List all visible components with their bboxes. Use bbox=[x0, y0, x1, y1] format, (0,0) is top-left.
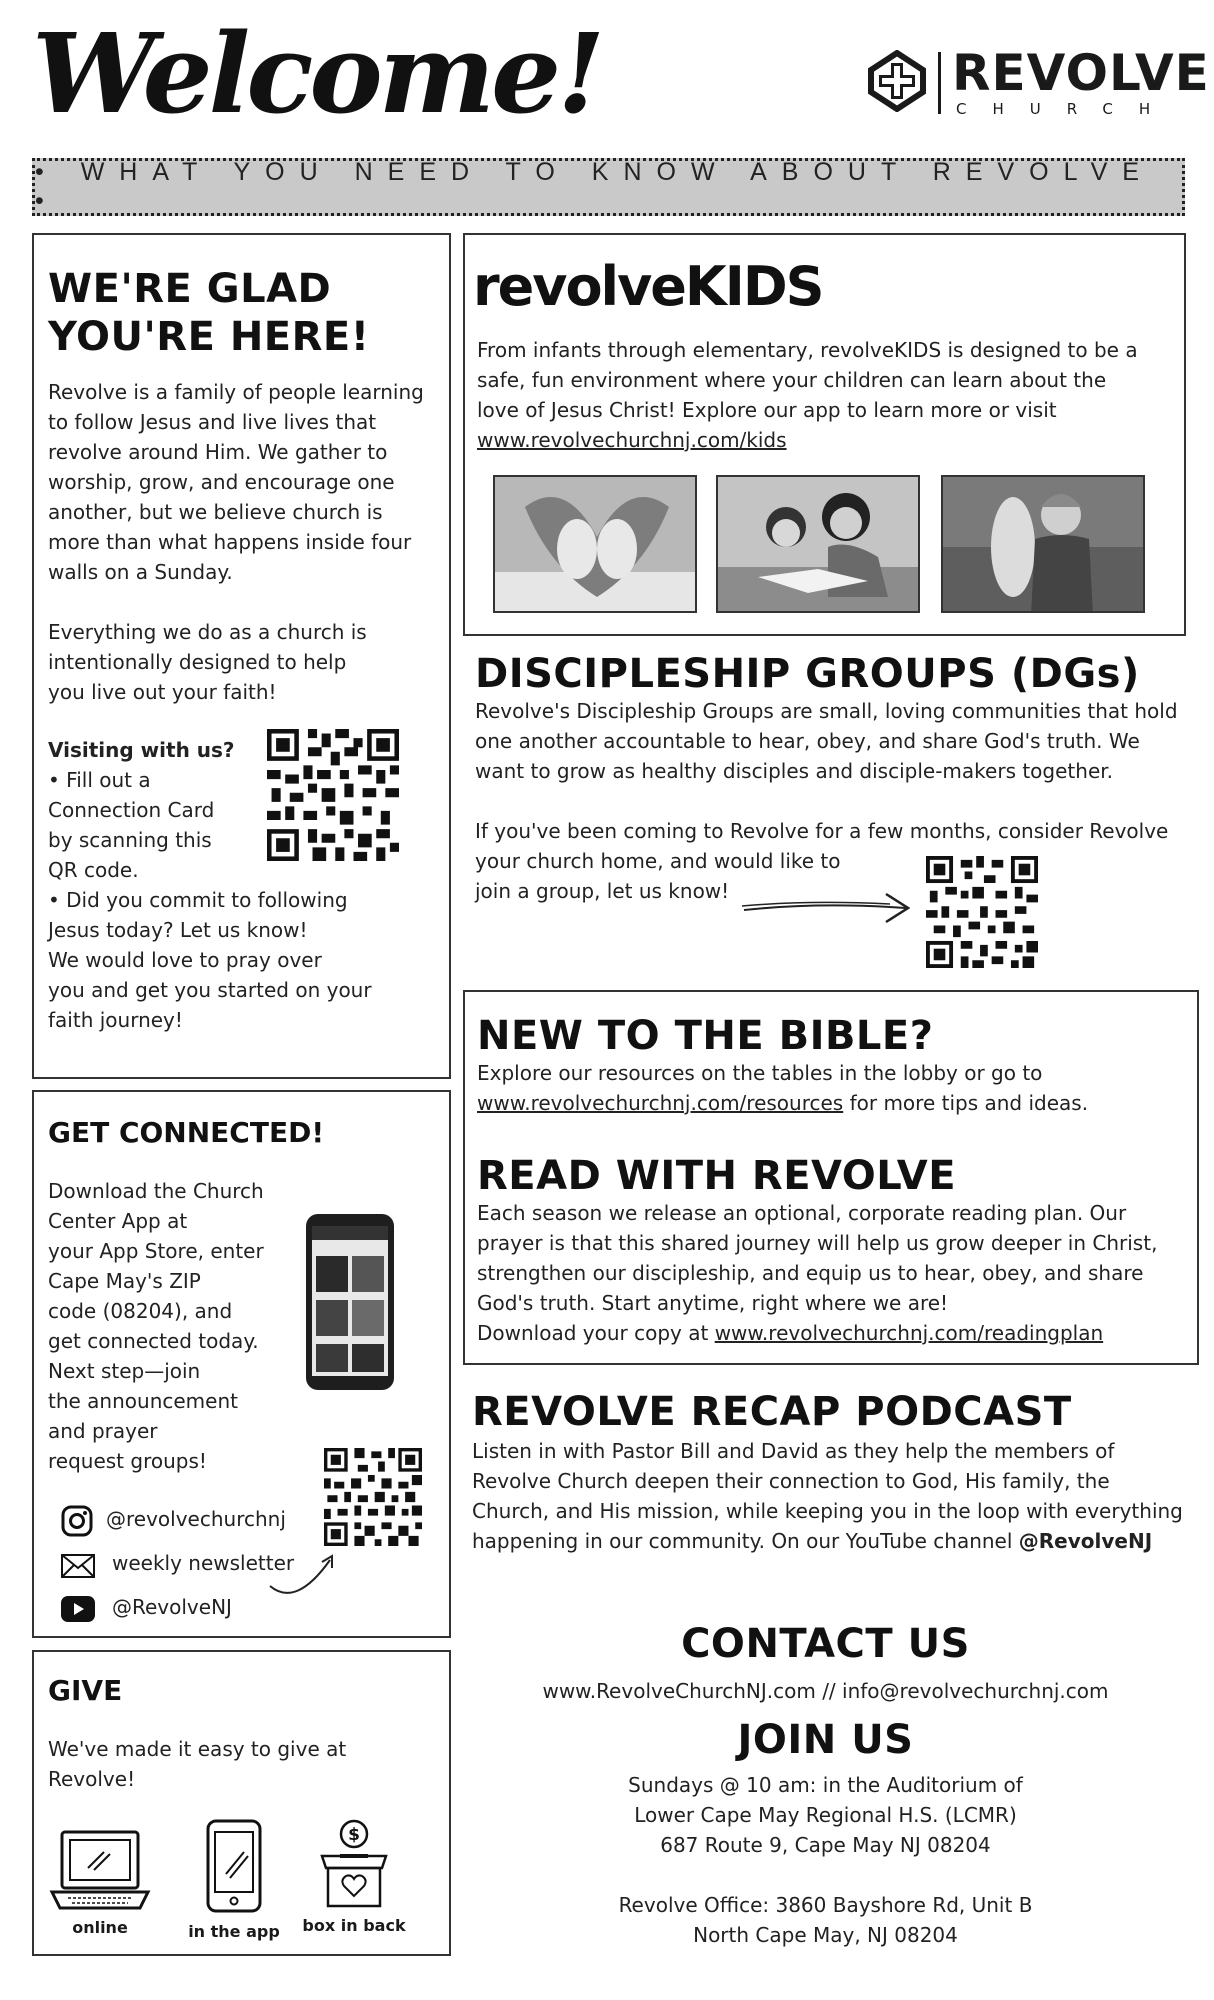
instagram-handle[interactable]: @revolvechurchnj bbox=[106, 1507, 286, 1531]
podcast-youtube-handle[interactable]: @RevolveNJ bbox=[1018, 1529, 1153, 1553]
resources-link[interactable]: www.revolvechurchnj.com/resources bbox=[477, 1091, 844, 1115]
read-text: Each season we release an optional, corporate reading plan. Our prayer is that this shared journey will help us grow deeper in Christ, strengthen our discipleship, and equip us to hear, obey, and share God's truth. Start anytime, right where we are! bbox=[477, 1201, 1158, 1315]
bible-text: Explore our resources on the tables in the lobby or go to bbox=[477, 1061, 1043, 1085]
give-box bbox=[32, 1650, 451, 1956]
know-banner bbox=[32, 158, 1185, 216]
download-prefix: Download your copy at bbox=[477, 1321, 715, 1345]
podcast-title: REVOLVE RECAP PODCAST bbox=[472, 1389, 1072, 1435]
right-arrow-icon bbox=[740, 890, 910, 926]
envelope-icon[interactable] bbox=[60, 1552, 96, 1580]
girls-reading-photo bbox=[716, 475, 920, 613]
give-online-label[interactable]: online bbox=[72, 1918, 128, 1937]
glad-title-line1: WE'RE GLAD bbox=[48, 266, 332, 312]
logo-name: REVOLVE bbox=[952, 44, 1210, 102]
welcome-title: Welcome! bbox=[32, 9, 602, 138]
dg-title: DISCIPLESHIP GROUPS (DGs) bbox=[475, 651, 1140, 697]
kids-link[interactable]: www.revolvechurchnj.com/kids bbox=[477, 428, 787, 452]
give-title: GIVE bbox=[48, 1674, 123, 1707]
donation-box-icon[interactable] bbox=[318, 1818, 390, 1910]
bible-box bbox=[463, 990, 1199, 1365]
visiting-heading: Visiting with us? bbox=[48, 738, 235, 762]
commit-text: • Did you commit to following Jesus today? Let us know! We would love to pray over you and get you started on your faith journey! bbox=[48, 888, 372, 1032]
visiting-text: • Fill out a Connection Card by scanning this QR code. bbox=[48, 768, 215, 882]
give-text: We've made it easy to give at Revolve! bbox=[48, 1737, 347, 1791]
dg-paragraph-2-rest: your church home, and would like to join a group, let us know! bbox=[475, 849, 841, 903]
join-text: Sundays @ 10 am: in the Auditorium of Lower Cape May Regional H.S. (LCMR) 687 Route 9, Cape May NJ 08204 bbox=[628, 1773, 1023, 1857]
office-address: Revolve Office: 3860 Bayshore Rd, Unit B North Cape May, NJ 08204 bbox=[618, 1893, 1033, 1947]
bible-link-line bbox=[477, 1088, 1187, 1118]
connected-title: GET CONNECTED! bbox=[48, 1116, 325, 1149]
newsletter-text[interactable]: weekly newsletter bbox=[112, 1551, 295, 1575]
boy-skateboard-photo bbox=[941, 475, 1145, 613]
read-download-line bbox=[477, 1318, 1193, 1348]
connection-card-qr-code[interactable] bbox=[267, 729, 399, 861]
revolve-logo bbox=[866, 44, 1210, 126]
give-box-label[interactable]: box in back bbox=[302, 1916, 406, 1935]
youtube-handle[interactable]: @RevolveNJ bbox=[112, 1595, 232, 1619]
svg-text:$: $ bbox=[348, 1825, 360, 1845]
youtube-icon[interactable] bbox=[60, 1594, 96, 1624]
connected-text: Download the Church Center App at your App Store, enter Cape May's ZIP code (08204), and get connected today. Next step—join the announcement and prayer request groups! bbox=[48, 1179, 264, 1473]
glad-paragraph-1: Revolve is a family of people learning to follow Jesus and live lives that revolve around Him. We gather to worship, grow, and encourage one another, but we believe church is more than what happens inside four walls on a Sunday. bbox=[48, 380, 424, 584]
logo-divider bbox=[938, 52, 941, 114]
kids-text: From infants through elementary, revolveKIDS is designed to be a safe, fun environment where your children can learn about the love of Jesus Christ! Explore our app to learn more or visit bbox=[477, 338, 1138, 422]
dg-paragraph-1: Revolve's Discipleship Groups are small, loving communities that hold one another accountable to hear, obey, and share God's truth. We want to grow as healthy disciples and disciple-makers together. bbox=[475, 699, 1178, 783]
mobile-phone-icon[interactable] bbox=[204, 1818, 264, 1914]
bible-title: NEW TO THE BIBLE? bbox=[477, 1013, 934, 1059]
read-title: READ WITH REVOLVE bbox=[477, 1153, 957, 1199]
instagram-icon[interactable] bbox=[60, 1504, 94, 1538]
podcast-text bbox=[472, 1436, 1192, 1556]
glad-title-line2: YOU'RE HERE! bbox=[48, 314, 370, 360]
dg-paragraph-2-line1: If you've been coming to Revolve for a few months, consider Revolve bbox=[475, 819, 1169, 843]
glad-paragraph-2: Everything we do as a church is intentionally designed to help you live out your faith! bbox=[48, 620, 367, 704]
banner-text: • WHAT YOU NEED TO KNOW ABOUT REVOLVE • bbox=[35, 158, 1154, 215]
discipleship-qr-code[interactable] bbox=[926, 856, 1038, 968]
contact-title: CONTACT US bbox=[681, 1621, 970, 1667]
readingplan-link[interactable]: www.revolvechurchnj.com/readingplan bbox=[714, 1321, 1104, 1345]
bible-link-suffix: for more tips and ideas. bbox=[843, 1091, 1089, 1115]
connected-box bbox=[32, 1090, 451, 1638]
kids-box bbox=[463, 233, 1186, 636]
contact-line[interactable]: www.RevolveChurchNJ.com // info@revolvechurchnj.com bbox=[542, 1679, 1109, 1703]
revolvekids-logo: revolveKIDS bbox=[473, 255, 823, 318]
podcast-description: Listen in with Pastor Bill and David as they help the members of Revolve Church deepen their connection to God, His family, the Church, and His mission, while keeping you in the loop with everything happening in our community. On our YouTube channel bbox=[472, 1439, 1183, 1553]
baby-feet-photo bbox=[493, 475, 697, 613]
phone-app-icon bbox=[304, 1212, 396, 1392]
logo-subtitle: CHURCH bbox=[956, 100, 1177, 118]
give-app-label[interactable]: in the app bbox=[188, 1922, 280, 1941]
join-title: JOIN US bbox=[737, 1717, 914, 1763]
laptop-icon[interactable] bbox=[48, 1828, 152, 1914]
cross-logo-icon bbox=[866, 50, 928, 112]
welcome-box bbox=[32, 233, 451, 1079]
glad-title bbox=[48, 265, 370, 361]
connect-qr-code[interactable] bbox=[324, 1448, 422, 1546]
